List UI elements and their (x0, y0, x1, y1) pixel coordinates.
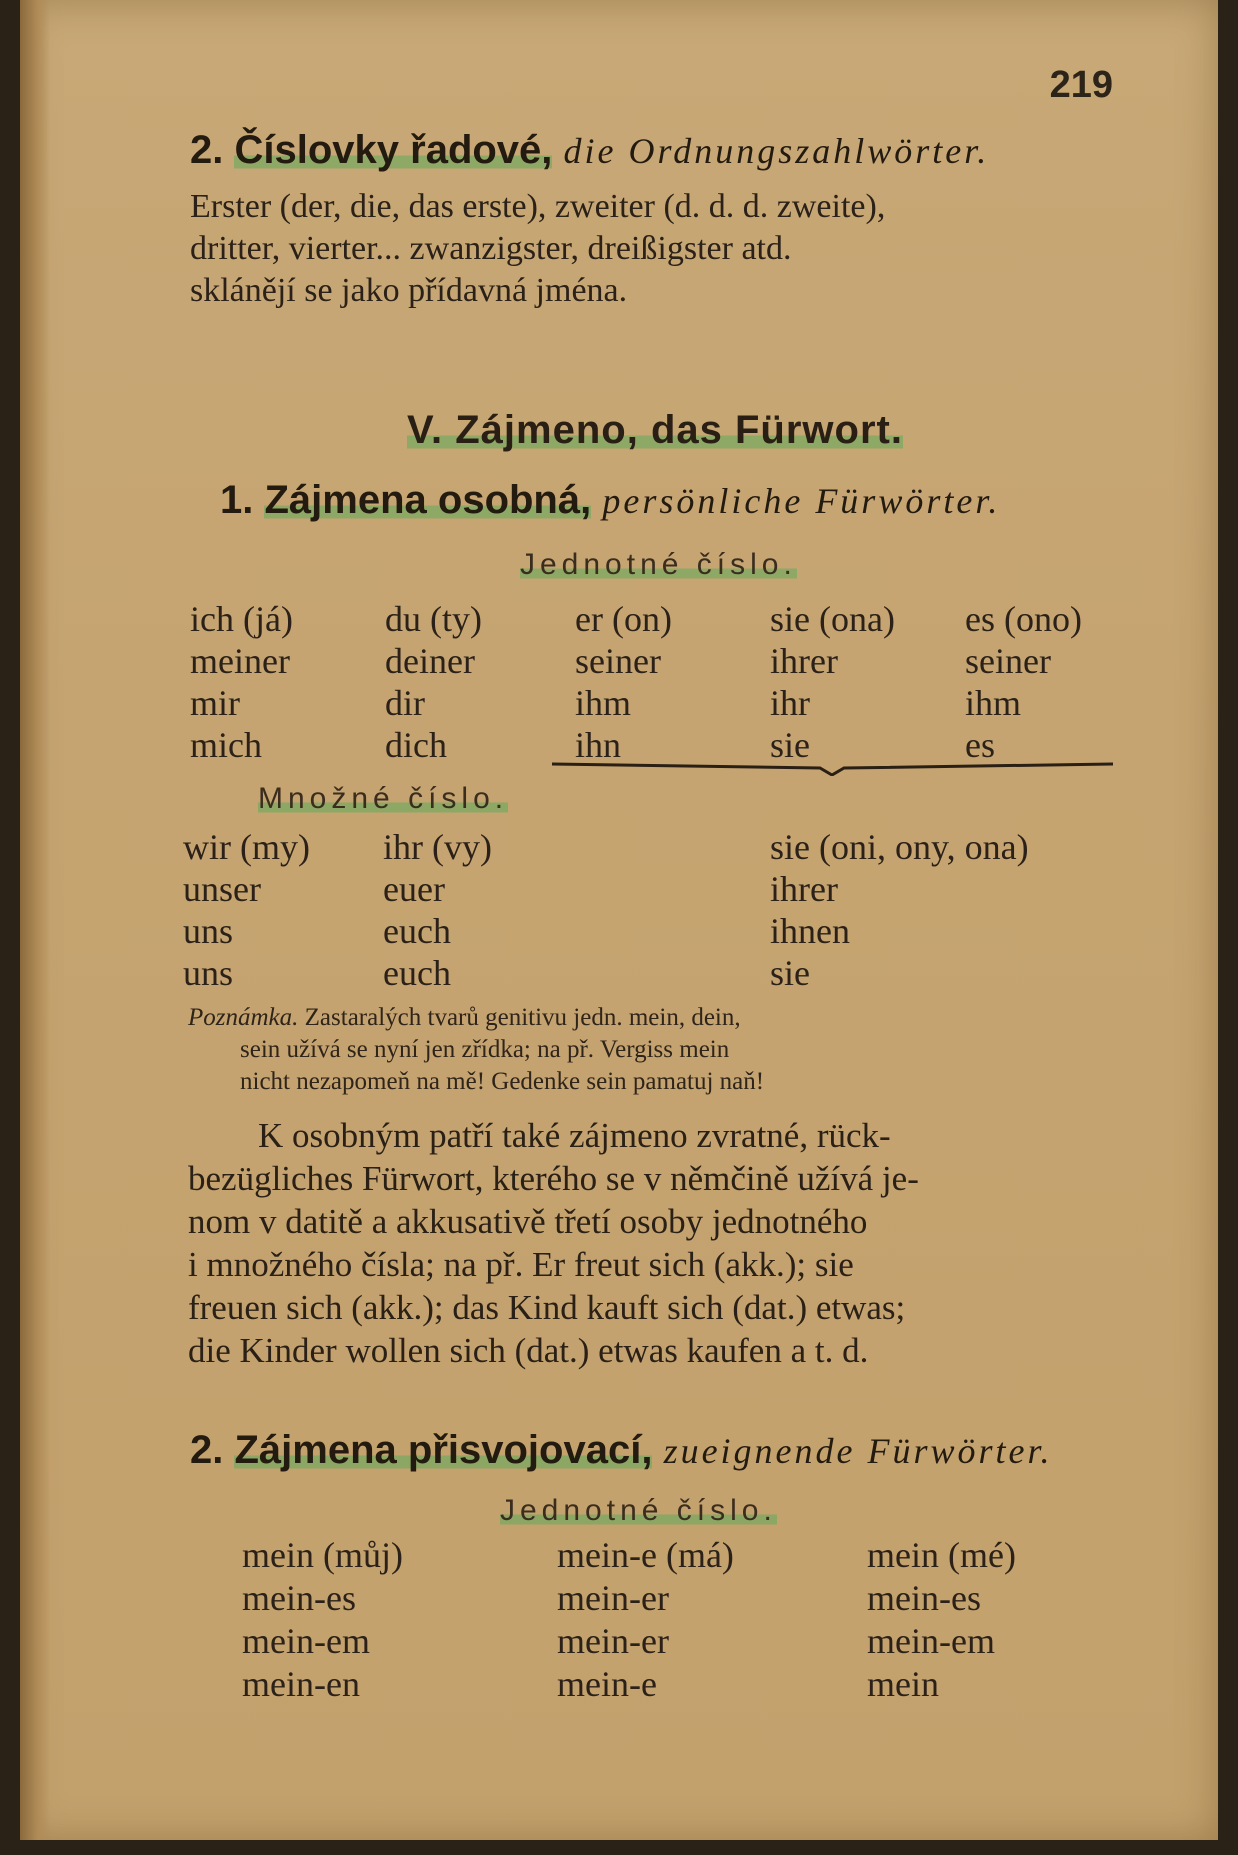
table-cell: ihr (vy) (383, 827, 492, 867)
table-cell: ihm (965, 683, 1022, 723)
personal-heading-german: persönliche Fürwörter. (602, 481, 1001, 521)
note-line-3: nicht nezapomeň na mě! Gedenke sein pamatuj naň! (240, 1068, 765, 1095)
ordinal-heading-number: 2. (190, 128, 224, 172)
page-binding-edge (20, 0, 50, 1840)
table-cell: mein-em (242, 1621, 370, 1661)
table-cell: mein-e (má) (557, 1535, 734, 1575)
chapter-title (190, 408, 1120, 453)
table-cell: dich (385, 725, 447, 765)
table-cell: euch (383, 953, 451, 993)
table-cell: du (ty) (385, 599, 482, 639)
book-page (20, 0, 1218, 1840)
table-cell: mein-en (242, 1664, 360, 1704)
note-line-1: Zastaralých tvarů genitivu jedn. mein, dein, (304, 1004, 741, 1031)
table-cell: ihr (770, 683, 810, 723)
possessive-heading-number: 2. (190, 1428, 224, 1472)
ordinal-heading-title: Číslovky řadové, (234, 128, 553, 172)
table-cell: wir (my) (183, 827, 310, 867)
ordinal-paragraph (190, 186, 1120, 312)
table-cell: ich (já) (190, 599, 293, 639)
ordinal-line-3: sklánějí se jako přídavná jména. (190, 272, 628, 309)
table-row (242, 1577, 1172, 1619)
paragraph-line-3: nom v datitě a akkusativě třetí osoby jednotného (188, 1202, 868, 1241)
ordinal-line-1: Erster (der, die, das erste), zweiter (d. d. d. zweite), (190, 188, 886, 225)
table-cell: mein-es (242, 1578, 356, 1618)
table-cell: unser (183, 869, 261, 909)
note-block (188, 1002, 1118, 1098)
possessive-caption (500, 1494, 900, 1528)
table-cell: euer (383, 869, 445, 909)
ordinal-heading (190, 128, 1120, 173)
table-row (183, 826, 1113, 868)
paragraph-line-1: K osobným patří také zájmeno zvratné, rück- (258, 1116, 891, 1155)
possessive-pronouns-heading (190, 1428, 1120, 1473)
table-cell: meiner (190, 641, 290, 681)
paragraph-line-6: die Kinder wollen sich (dat.) etwas kaufen a t. d. (188, 1331, 869, 1370)
table-cell: euch (383, 911, 451, 951)
table-cell: sie (ona) (770, 599, 895, 639)
possessive-caption-text: Jednotné číslo. (500, 1494, 777, 1527)
table-cell: mein (mé) (867, 1535, 1016, 1575)
plural-caption-text: Množné číslo. (258, 782, 509, 815)
table-cell: uns (183, 953, 234, 993)
singular-caption-text: Jednotné číslo. (520, 548, 797, 581)
singular-caption (520, 548, 920, 582)
note-line-2: sein užívá se nyní jen zřídka; na př. Vergiss mein (240, 1036, 730, 1063)
paragraph-line-5: freuen sich (akk.); das Kind kauft sich (dat.) etwas; (188, 1288, 906, 1327)
table-cell: mein (867, 1664, 939, 1704)
chapter-title-text: V. Zájmeno, das Fürwort. (407, 408, 903, 452)
table-cell: ihnen (770, 911, 850, 951)
table-cell: ihrer (770, 641, 838, 681)
ordinal-heading-german: die Ordnungszahlwörter. (563, 131, 990, 171)
table-cell: mir (190, 683, 240, 723)
ordinal-line-2: dritter, vierter... zwanzigster, dreißigster atd. (190, 230, 792, 267)
table-row (190, 598, 1120, 640)
grouping-brace (550, 762, 1115, 776)
table-cell: sie (770, 953, 810, 993)
table-cell: uns (183, 911, 234, 951)
paragraph-line-4: i množného čísla; na př. Er freut sich (akk.); sie (188, 1245, 854, 1284)
table-cell: sie (770, 725, 810, 765)
possessive-heading-german: zueignende Fürwörter. (663, 1431, 1053, 1471)
table-cell: mein-es (867, 1578, 981, 1618)
table-cell: es (965, 725, 995, 765)
table-cell: ihrer (770, 869, 838, 909)
table-row (242, 1663, 1172, 1705)
personal-pronouns-heading (220, 478, 1150, 523)
table-cell: mein-er (557, 1621, 669, 1661)
table-cell: mein-em (867, 1621, 995, 1661)
page-number: 219 (1049, 64, 1113, 106)
table-row (242, 1620, 1172, 1662)
table-row (190, 682, 1120, 724)
table-cell: ihn (575, 725, 622, 765)
plural-caption (258, 782, 658, 816)
table-cell: seiner (965, 641, 1051, 681)
table-cell: seiner (575, 641, 661, 681)
table-cell: er (on) (575, 599, 672, 639)
paragraph-line-2: bezügliches Fürwort, kterého se v němčině užívá je- (188, 1159, 919, 1198)
table-cell: mich (190, 725, 262, 765)
table-cell: mein-e (557, 1664, 657, 1704)
table-cell: ihm (575, 683, 632, 723)
table-row (183, 910, 1113, 952)
table-cell: deiner (385, 641, 475, 681)
table-row (183, 868, 1113, 910)
table-row (183, 952, 1113, 994)
table-cell: sie (oni, ony, ona) (770, 827, 1029, 867)
possessive-heading-title: Zájmena přisvojovací, (234, 1428, 653, 1472)
table-row (242, 1534, 1172, 1576)
table-cell: mein-er (557, 1578, 669, 1618)
table-row (190, 724, 1120, 766)
personal-heading-title: Zájmena osobná, (264, 478, 592, 522)
table-cell: dir (385, 683, 425, 723)
table-cell: mein (můj) (242, 1535, 403, 1575)
personal-heading-number: 1. (220, 478, 254, 522)
table-cell: es (ono) (965, 599, 1082, 639)
note-label: Poznámka. (188, 1004, 299, 1031)
table-row (190, 640, 1120, 682)
reflexive-paragraph (188, 1114, 1118, 1372)
